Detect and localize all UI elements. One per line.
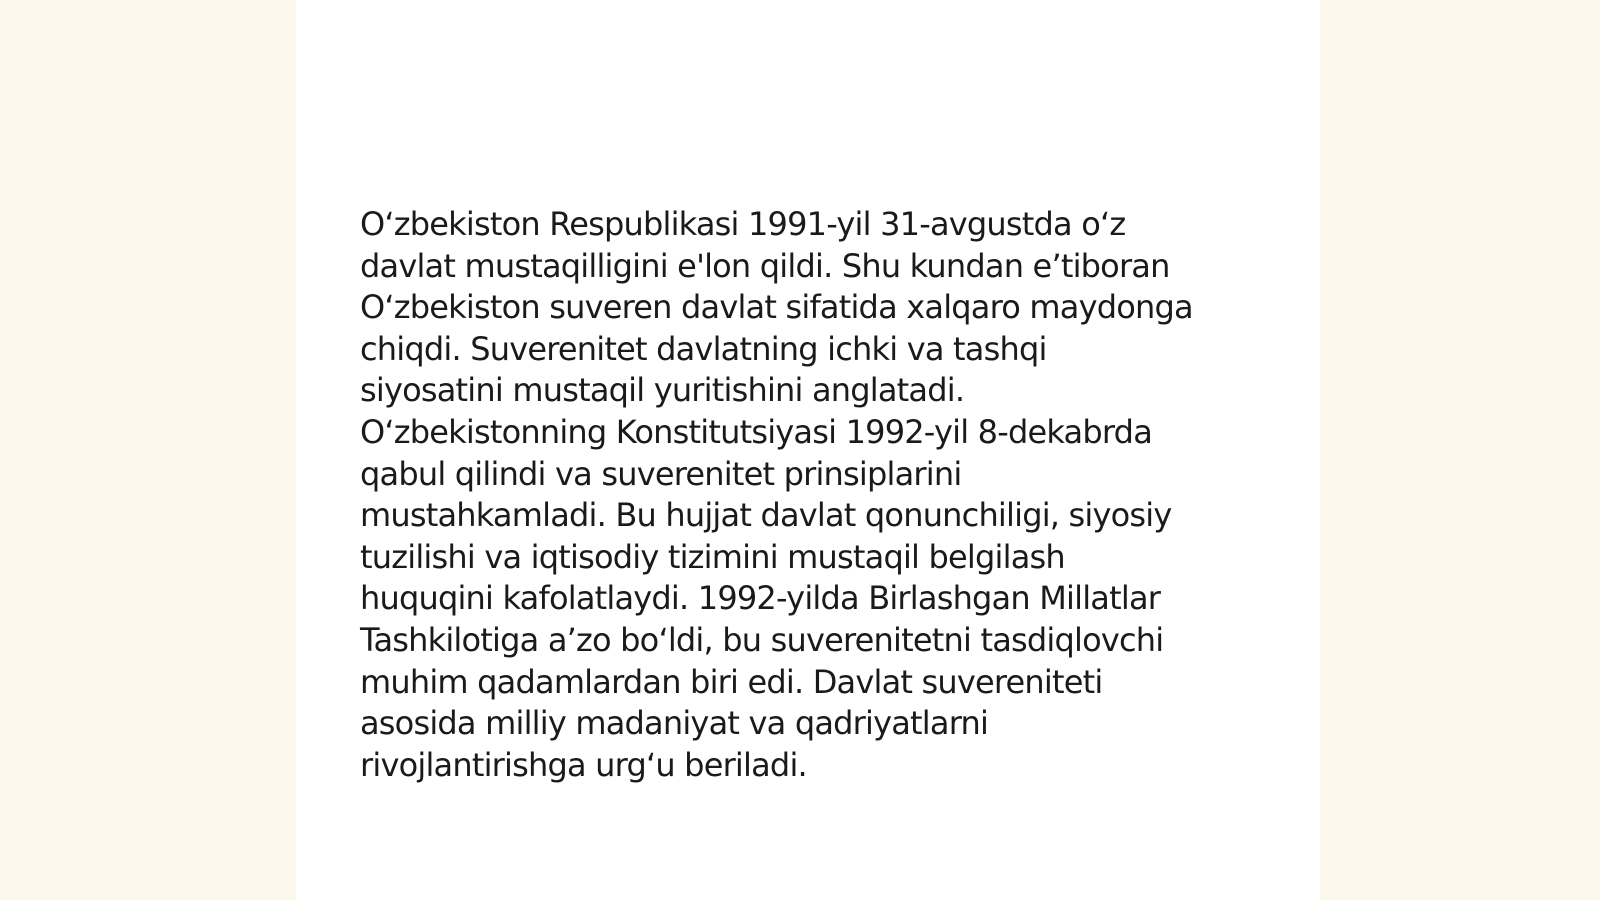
paragraph-line: O‘zbekistonning Konstitutsiyasi 1992-yil 8-dekabrda: [360, 412, 1152, 451]
paragraph-line: O‘zbekiston Respublikasi 1991-yil 31-avgustda o‘z: [360, 205, 1126, 243]
paragraph-line: Tashkilotiga a’zo bo‘ldi, bu suverenitetni tasdiqlovchi: [360, 620, 1164, 659]
body-paragraph: [360, 204, 1260, 786]
paragraph-line: davlat mustaqilligini e'lon qildi. Shu kundan e’tiboran: [360, 246, 1170, 285]
paragraph-line: qabul qilindi va suverenitet prinsiplarini: [360, 454, 962, 493]
document-page: [296, 0, 1320, 900]
paragraph-line: mustahkamladi. Bu hujjat davlat qonunchiligi, siyosiy: [360, 496, 1172, 535]
paragraph-line: siyosatini mustaqil yuritishini anglatadi.: [360, 371, 965, 410]
paragraph-line: rivojlantirishga urg‘u beriladi.: [360, 745, 807, 784]
paragraph-line: asosida milliy madaniyat va qadriyatlarni: [360, 704, 989, 743]
paragraph-line: tuzilishi va iqtisodiy tizimini mustaqil belgilash: [360, 537, 1065, 576]
paragraph-line: chiqdi. Suverenitet davlatning ichki va tashqi: [360, 329, 1047, 368]
paragraph-line: muhim qadamlardan biri edi. Davlat suvereniteti: [360, 662, 1103, 701]
paragraph-line: O‘zbekiston suveren davlat sifatida xalqaro maydonga: [360, 288, 1193, 327]
paragraph-line: huquqini kafolatlaydi. 1992-yilda Birlashgan Millatlar: [360, 579, 1161, 618]
